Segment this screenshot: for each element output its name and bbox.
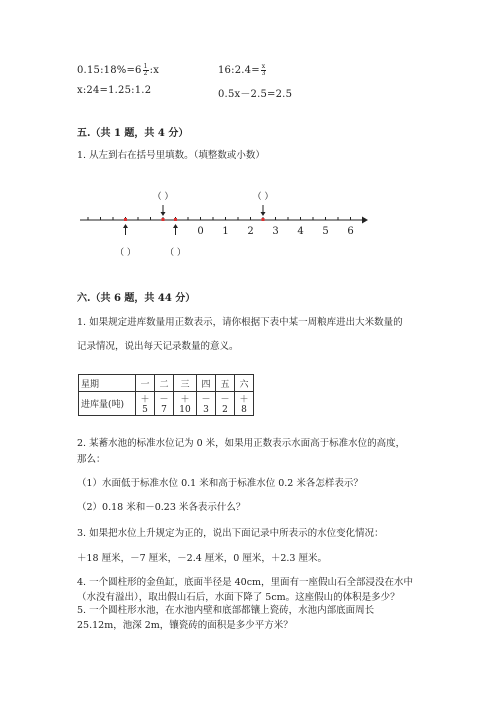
question-2-line-2: 那么： (77, 454, 106, 465)
tick-label-4: 4 (297, 226, 304, 237)
point-a (124, 218, 127, 221)
question-5-line-2: 25.12m，池深 2m，镶瓷砖的面积是多少平方米？ (77, 620, 293, 631)
equation-1-left: 0.15:18%=6 (77, 65, 142, 76)
question-4-line-1: 4. 一个圆柱形的金鱼缸，底面半径是 40cm，里面有一座假山石全部浸没在水中 (77, 577, 414, 588)
top-bracket-2: （ ） (252, 192, 274, 202)
section-6-heading: 六.（共 6 题，共 44 分） (77, 293, 196, 304)
table-cell: 五 (216, 375, 235, 392)
table-cell: －3 (197, 392, 216, 416)
question-5-line-1: 5. 一个圆柱形水池，在水池内壁和底部都镶上瓷砖，水池内部底面周长 (77, 605, 375, 616)
tick-label-2: 2 (247, 226, 254, 237)
point-d (262, 218, 265, 221)
section-5-heading: 五.（共 1 题，共 4 分） (77, 128, 189, 139)
table-cell: 六 (235, 375, 254, 392)
table-header-row (79, 375, 254, 392)
fraction-x-third: $\frac{x}{3}$ (261, 63, 266, 77)
tick-label-3: 3 (272, 226, 279, 237)
table-cell: 一 (136, 375, 155, 392)
equation-4: 0.5x－2.5=2.5 (218, 89, 293, 100)
tick-label-1: 1 (222, 226, 229, 237)
question-4-line-2: （水没有溢出），取出假山石后，水面下降了 5cm。这座假山的体积是多少？ (77, 592, 400, 603)
arrowhead-up-1 (123, 224, 128, 228)
table-cell: －7 (155, 392, 174, 416)
grain-record-table (78, 374, 254, 416)
table-cell: 进库量(吨) (79, 392, 136, 416)
question-2-sub-2: （2）0.18 米和－0.23 米各表示什么？ (77, 502, 246, 513)
fraction-one-half: $\frac{1}{2}$ (143, 63, 148, 77)
table-cell: －2 (216, 392, 235, 416)
table-cell: 三 (174, 375, 197, 392)
question-3-line-2: ＋18 厘米，－7 厘米，－2.4 厘米，0 厘米，＋2.3 厘米。 (77, 553, 327, 564)
tick-label-6: 6 (347, 226, 354, 237)
equation-2-left: 16:2.4= (218, 65, 260, 76)
equation-2 (218, 64, 267, 77)
equation-3: x:24=1.25:1.2 (77, 85, 152, 96)
equation-1 (77, 64, 159, 77)
table-cell: ＋8 (235, 392, 254, 416)
table-cell: ＋5 (136, 392, 155, 416)
table-cell: 二 (155, 375, 174, 392)
table-cell: ＋10 (174, 392, 197, 416)
table-cell: 星期 (79, 375, 136, 392)
tick-label-5: 5 (322, 226, 329, 237)
point-c (174, 218, 177, 221)
arrowhead-down-2 (261, 212, 266, 216)
axis-arrowhead (362, 217, 368, 224)
tick-label-0: 0 (197, 226, 204, 237)
bottom-bracket-2: （ ） (165, 248, 186, 258)
section-5-question-1: 1. 从左到右在括号里填数。（填整数或小数） (77, 150, 265, 161)
table-cell: 四 (197, 375, 216, 392)
arrowhead-down-1 (161, 212, 166, 216)
top-bracket-1: （ ） (152, 192, 174, 202)
question-1-line-1: 1. 如果规定进库数量用正数表示，请你根据下表中某一周粮库进出大米数量的 (77, 317, 403, 328)
table-row (79, 392, 254, 416)
point-b (162, 218, 165, 221)
question-1-line-2: 记录情况，说出每天记录数量的意义。 (77, 341, 239, 352)
question-2-line-1: 2. 某蓄水池的标准水位记为 0 米，如果用正数表示水面高于标准水位的高度， (77, 438, 406, 449)
question-2-sub-1: （1）水面低于标准水位 0.1 米和高于标准水位 0.2 米各怎样表示？ (77, 478, 363, 489)
bottom-bracket-1: （ ） (115, 248, 136, 258)
arrowhead-up-2 (173, 224, 178, 228)
number-line (70, 183, 370, 263)
equation-1-right: :x (149, 65, 160, 76)
question-3-line-1: 3. 如果把水位上升规定为正的，说出下面记录中所表示的水位变化情况： (77, 528, 384, 539)
